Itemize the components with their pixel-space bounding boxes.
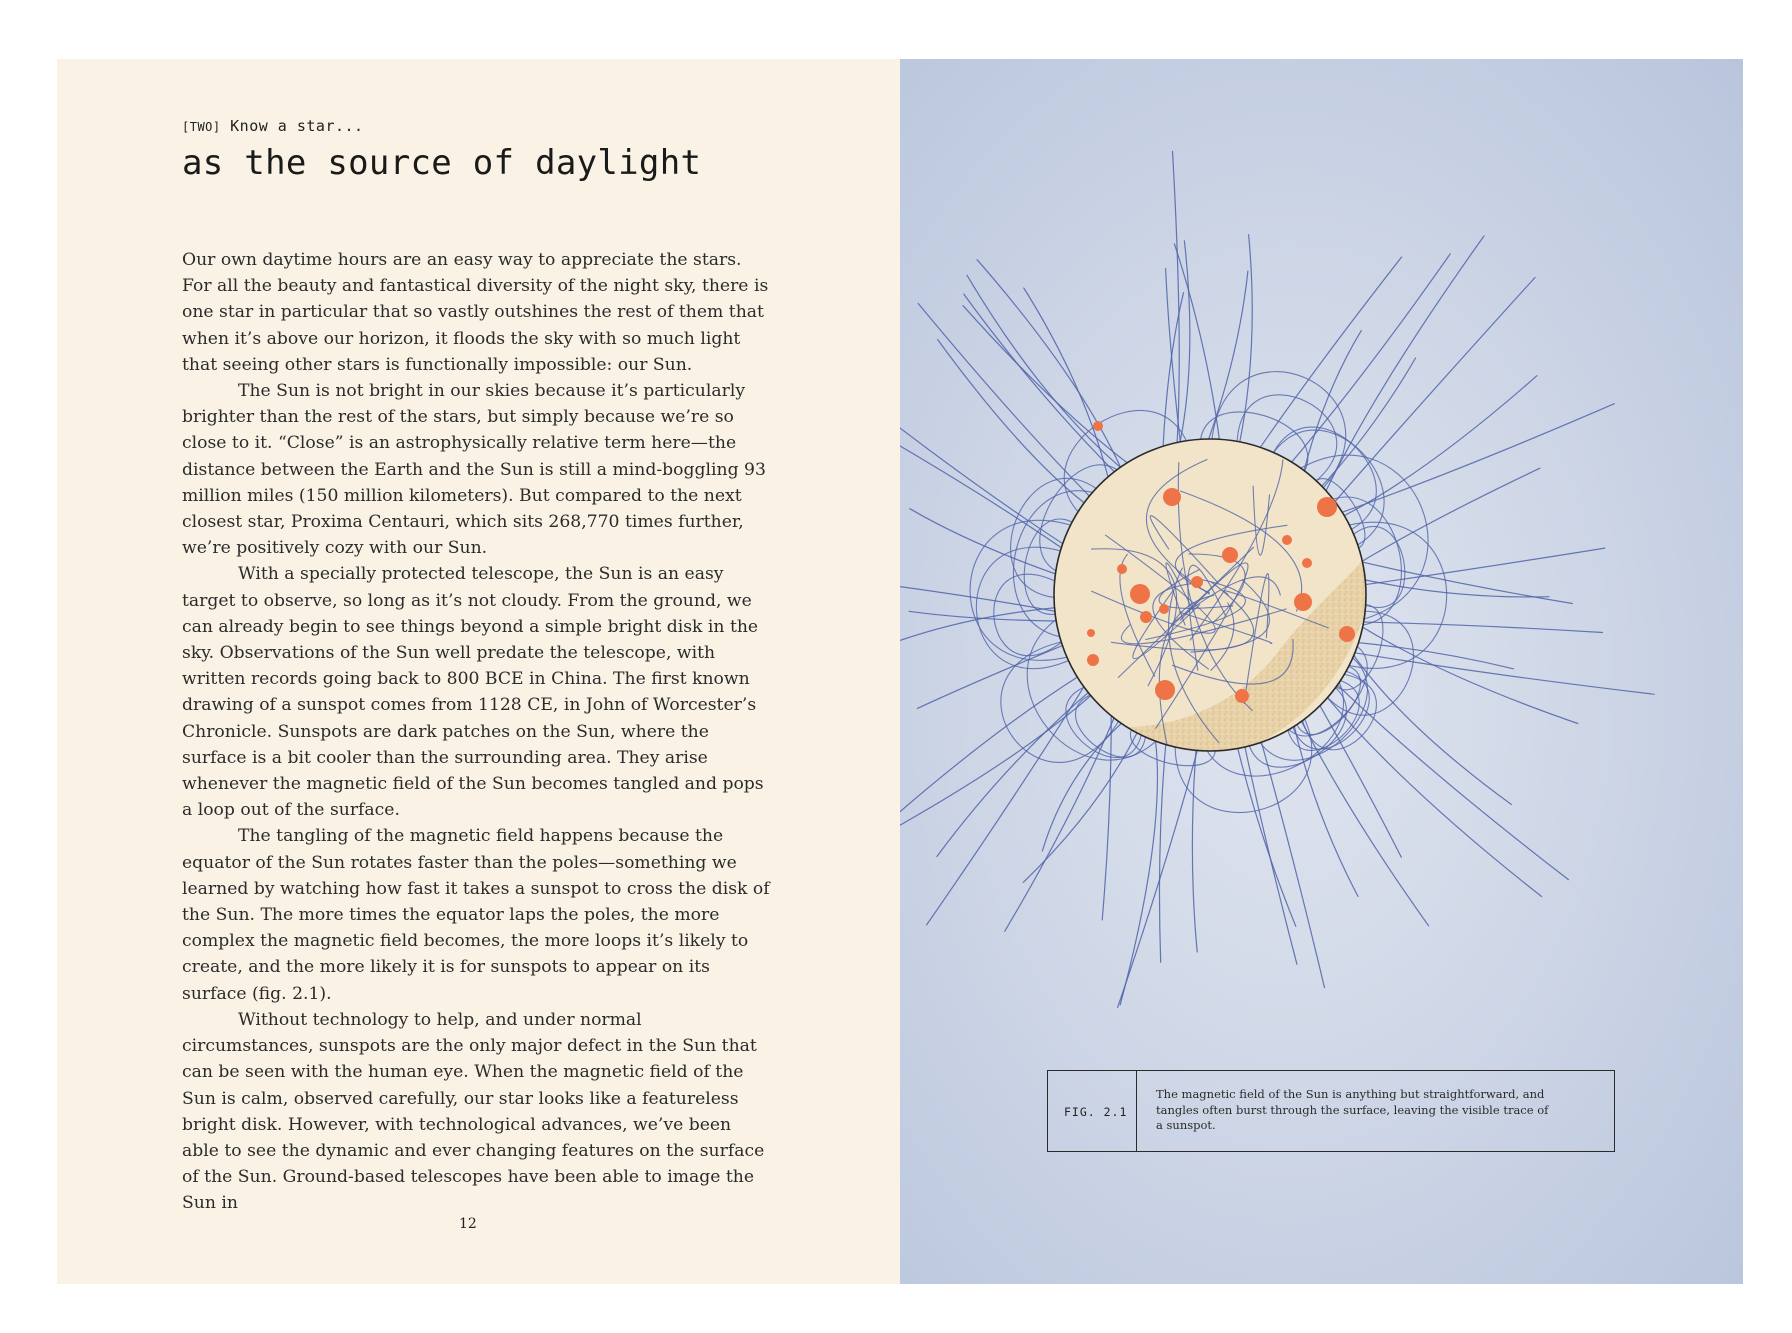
sunspot	[1159, 604, 1169, 614]
body-text	[182, 247, 772, 1217]
sunspot	[1087, 629, 1095, 637]
chapter-kicker-text: Know a star...	[230, 117, 364, 135]
page-title: as the source of daylight	[182, 143, 702, 183]
sunspot	[1235, 689, 1249, 703]
sunspot	[1117, 564, 1127, 574]
sunspot	[1317, 497, 1337, 517]
left-page	[57, 59, 900, 1284]
page-number: 12	[459, 1216, 477, 1232]
sunspot	[1130, 584, 1150, 604]
sunspot	[1087, 654, 1099, 666]
chapter-number: [TWO]	[182, 120, 221, 134]
field-line	[1345, 468, 1540, 572]
right-page	[900, 59, 1743, 1284]
chapter-kicker	[182, 117, 364, 135]
sunspot	[1191, 576, 1203, 588]
figure-caption	[1047, 1070, 1615, 1152]
paragraph: The tangling of the magnetic field happens because the equator of the Sun rotates faster than the poles—something we learned by watching how fast it takes a sunspot to cross the disk of the Sun. The more times the equator laps the poles, the more complex the magnetic field becomes, the more loops it’s likely to create, and the more likely it is for sunspots to appear on its surface (fig. 2.1).	[182, 826, 770, 1004]
sunspot	[1140, 611, 1152, 623]
sunspot	[1339, 626, 1355, 642]
book-spread	[57, 59, 1743, 1284]
figure-caption-text: The magnetic field of the Sun is anything but straightforward, and tangles often burst through the surface, leaving the visible trace of a sunspot.	[1156, 1087, 1549, 1132]
sunspot	[1155, 680, 1175, 700]
field-line	[1307, 278, 1535, 535]
caption-divider	[1136, 1071, 1137, 1151]
paragraph: With a specially protected telescope, the Sun is an easy target to observe, so long as it’s not cloudy. From the ground, we can already begin to see things beyond a simple bright disk in the sky. Observations of the Sun well predate the telescope, with written records going back to 800 BCE in China. The first known drawing of a sunspot comes from 1128 CE, in John of Worcester’s Chronicle. Sunspots are dark patches on the Sun, where the surface is a bit cooler than the surrounding area. They arise whenever the magnetic field of the Sun becomes tangled and pops a loop out of the surface.	[182, 564, 764, 821]
paragraph: Without technology to help, and under normal circumstances, sunspots are the only major defect in the Sun that can be seen with the human eye. When the magnetic field of the Sun is calm, observed carefully, our star looks like a featureless bright disk. However, with technological advances, we’ve been able to see the dynamic and ever changing features on the surface of the Sun. Ground-based telescopes have been able to image the Sun in	[182, 1009, 765, 1214]
paragraph: The Sun is not bright in our skies because it’s particularly brighter than the rest of the stars, but simply because we’re so close to it. “Close” is an astrophysically relative term here—the distance between the Earth and the Sun is still a mind-boggling 93 million miles (150 million kilometers). But compared to the next closest star, Proxima Centauri, which sits 268,770 times further, we’re positively cozy with our Sun.	[182, 381, 766, 559]
sunspot	[1294, 593, 1312, 611]
sunspot	[1093, 421, 1103, 431]
sunspot	[1163, 488, 1181, 506]
sunspot	[1222, 547, 1238, 563]
paragraph: Our own daytime hours are an easy way to appreciate the stars. For all the beauty and fantastical diversity of the night sky, there is one star in particular that so vastly outshines the rest of them that when it’s above our horizon, it floods the sky with so much light that seeing other stars is functionally impossible: our Sun.	[182, 250, 769, 375]
sunspot	[1302, 558, 1312, 568]
figure-label: FIG. 2.1	[1064, 1105, 1128, 1119]
sunspot	[1282, 535, 1292, 545]
